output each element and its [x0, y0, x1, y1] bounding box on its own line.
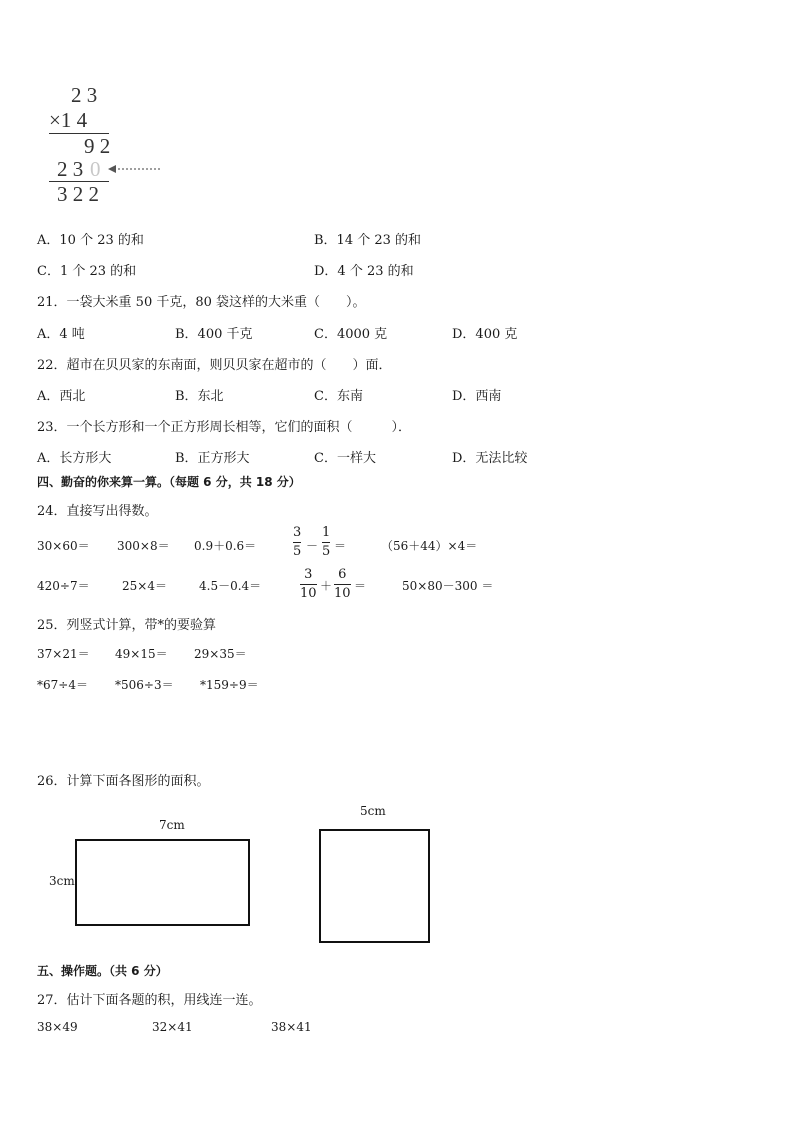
- q20-option-b[interactable]: B．14 个 23 的和: [314, 233, 422, 248]
- fraction: [334, 566, 351, 603]
- q24-item-1: 30×60＝: [37, 539, 90, 553]
- q25-stem: 25．列竖式计算，带*的要验算: [37, 618, 217, 633]
- q24-item-5: （56＋44）×4＝: [381, 539, 478, 553]
- q27-item-1[interactable]: 38×49: [37, 1020, 78, 1034]
- q22-option-d[interactable]: D．西南: [452, 389, 502, 404]
- q23-option-a[interactable]: A．长方形大: [37, 451, 112, 466]
- rect-height-label: 3cm: [49, 874, 75, 888]
- q22-option-b[interactable]: B．东北: [175, 389, 224, 404]
- q21-option-c[interactable]: C．4000 克: [314, 327, 388, 342]
- equals: ＝: [334, 539, 347, 553]
- q24-item-3: 0.9＋0.6＝: [194, 539, 257, 553]
- q25-item-4: *67÷4＝: [37, 678, 88, 692]
- q25-item-5: *506÷3＝: [115, 678, 174, 692]
- vm-row2: ×1 4: [49, 108, 88, 132]
- q20-option-d[interactable]: D．4 个 23 的和: [314, 264, 414, 279]
- q27-item-3[interactable]: 38×41: [271, 1020, 312, 1034]
- fraction: [300, 566, 317, 603]
- q27-item-2[interactable]: 32×41: [152, 1020, 193, 1034]
- q22-option-c[interactable]: C．东南: [314, 389, 363, 404]
- q23-option-b[interactable]: B．正方形大: [175, 451, 250, 466]
- rect-width-label: 7cm: [159, 818, 185, 832]
- q26-stem: 26．计算下面各图形的面积。: [37, 774, 210, 789]
- q23-stem: 23．一个长方形和一个正方形周长相等，它们的面积（ ）．: [37, 420, 412, 435]
- q24-item-10: 50×80－300 ＝: [402, 579, 494, 593]
- vm-row3: 9 2: [84, 134, 111, 158]
- equals: ＝: [354, 579, 367, 593]
- numerator: 6: [338, 567, 347, 582]
- square-figure: [319, 829, 430, 943]
- vm-row4: 2 3: [57, 157, 84, 181]
- denominator: 5: [322, 544, 331, 559]
- q24-item-7: 25×4＝: [122, 579, 167, 593]
- q25-item-1: 37×21＝: [37, 647, 90, 661]
- q20-option-a[interactable]: A．10 个 23 的和: [37, 233, 144, 248]
- numerator: 3: [293, 525, 302, 540]
- q22-option-a[interactable]: A．西北: [37, 389, 86, 404]
- numerator: 3: [304, 567, 313, 582]
- vm-placeholder-digit: 0: [90, 157, 101, 181]
- q21-stem: 21．一袋大米重 50 千克，80 袋这样的大米重（ ）。: [37, 295, 366, 310]
- fraction: [322, 524, 330, 561]
- denominator: 5: [293, 544, 302, 559]
- q22-stem: 22．超市在贝贝家的东南面，则贝贝家在超市的（ ）面．: [37, 358, 392, 373]
- q24-item-8: 4.5－0.4＝: [199, 579, 262, 593]
- denominator: 10: [334, 586, 351, 601]
- denominator: 10: [300, 586, 317, 601]
- section5-title: 五、操作题。（共 6 分）: [37, 964, 168, 978]
- q24-item-2: 300×8＝: [117, 539, 170, 553]
- q24-item-6: 420÷7＝: [37, 579, 90, 593]
- vm-row5: 3 2 2: [57, 182, 99, 206]
- q25-item-2: 49×15＝: [115, 647, 168, 661]
- vm-row1: 2 3: [71, 83, 98, 107]
- q25-item-3: 29×35＝: [194, 647, 247, 661]
- rectangle-figure: [75, 839, 250, 926]
- fraction: [293, 524, 301, 561]
- dotted-arrow-icon: [108, 163, 164, 175]
- q21-option-d[interactable]: D．400 克: [452, 327, 518, 342]
- square-side-label: 5cm: [360, 804, 386, 818]
- q23-option-d[interactable]: D．无法比较: [452, 451, 528, 466]
- q27-stem: 27．估计下面各题的积，用线连一连。: [37, 993, 262, 1008]
- q23-option-c[interactable]: C．一样大: [314, 451, 376, 466]
- q21-option-b[interactable]: B．400 千克: [175, 327, 253, 342]
- q21-option-a[interactable]: A．4 吨: [37, 327, 85, 342]
- section4-title: 四、勤奋的你来算一算。（每题 6 分，共 18 分）: [37, 475, 301, 489]
- operator: －: [306, 539, 319, 553]
- q25-item-6: *159÷9＝: [200, 678, 259, 692]
- q24-stem: 24．直接写出得数。: [37, 504, 158, 519]
- numerator: 1: [322, 525, 331, 540]
- q20-option-c[interactable]: C．1 个 23 的和: [37, 264, 137, 279]
- operator: ＋: [320, 579, 333, 593]
